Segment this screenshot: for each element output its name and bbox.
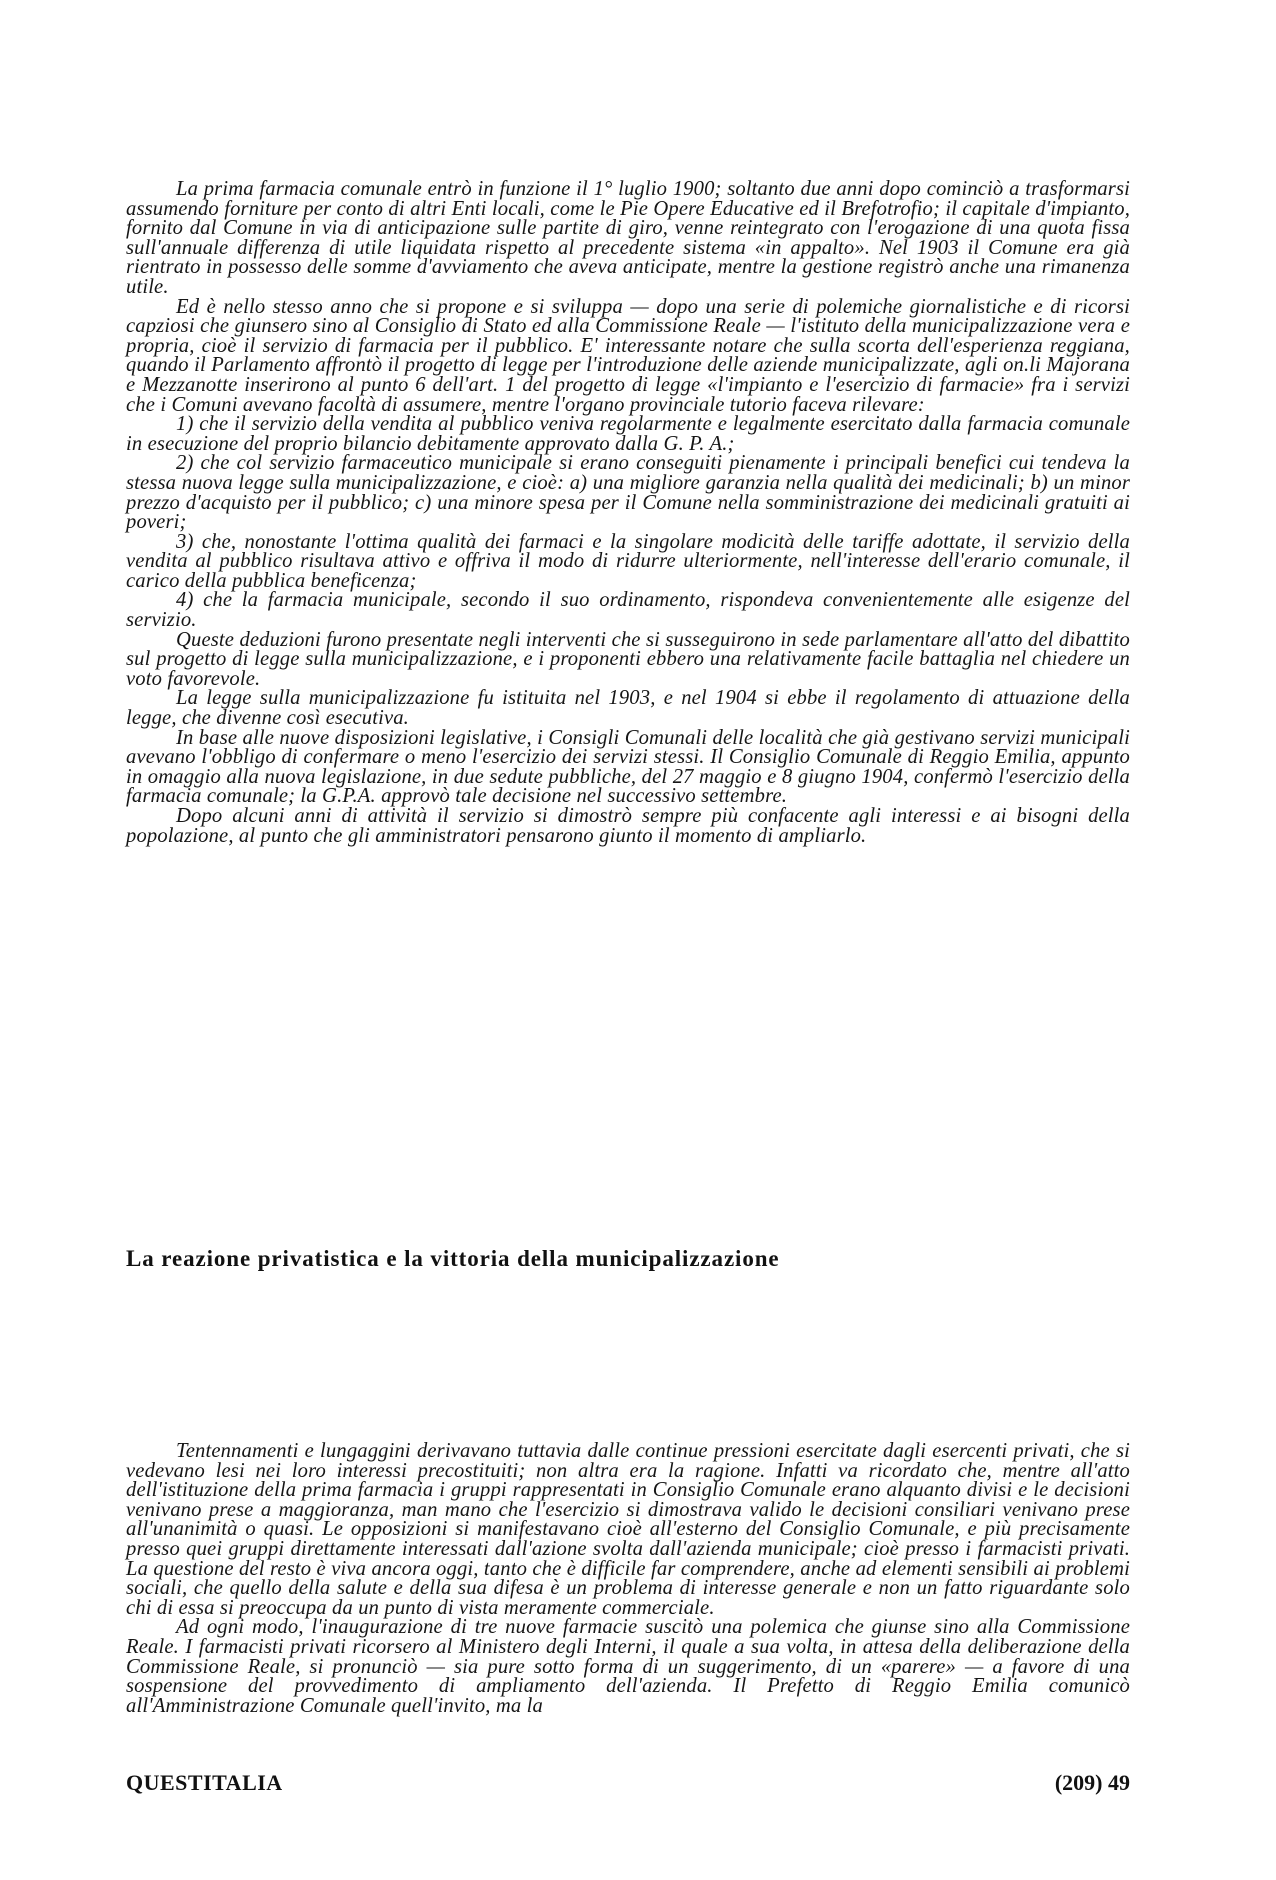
paragraph: In base alle nuove disposizioni legislative, i Consigli Comunali delle località che già gestivano servizi municipali avevano l'obbligo di confermare o meno l'esercizio dei servizi stessi. Il Consiglio Comunale di Reggio Emilia, appunto in omaggio alla nuova legislazione, in due sedute pubbliche, del 27 maggio e 8 giugno 1904, confermò l'esercizio della farmacia comunale; la G.P.A. approvò tale decisione nel successivo settembre. <box>126 726 1130 808</box>
section-heading: La reazione privatistica e la vittoria della municipalizzazione <box>126 1246 780 1271</box>
paragraph: Tentennamenti e lungaggini derivavano tuttavia dalle continue pressioni esercitate dagli esercenti privati, che si vedevano lesi nei loro interessi precostituiti; non altra era la ragione. Infatti va ricordato che, mentre all'atto dell'istituzione della prima farmacia i gruppi rappresentati in Consiglio Comunale erano alquanto divisi e le decisioni venivano prese a maggioranza, man mano che l'esercizio si dimostrava valido le decisioni consiliari venivano prese all'unanimità o quasi. Le opposizioni si manifestavano cioè all'esterno del Consiglio Comunale, e più precisamente presso quei gruppi direttamente interessati dall'azione svolta dall'azienda municipale; cioè presso i farmacisti privati. La questione del resto è viva ancora oggi, tanto che è difficile far comprendere, anche ad elementi sensibili ai problemi sociali, che quello della salute e della sua difesa è un problema di interesse generale e non un fatto riguardante solo chi di essa si preoccupa da un punto di vista meramente commerciale. <box>126 1440 1130 1619</box>
list-item: 2) che col servizio farmaceutico municipale si erano conseguiti pienamente i principali benefici cui tendeva la stessa nuova legge sulla municipalizzazione, e cioè: a) una migliore garanzia nella qualità dei medicinali; b) un minor prezzo d'acquisto per il pubblico; c) una minore spesa per il Comune nella somministrazione dei medicinali gratuiti ai poveri; <box>126 452 1130 534</box>
paragraph: Ad ogni modo, l'inaugurazione di tre nuove farmacie suscitò una polemica che giunse sino alla Commissione Reale. I farmacisti privati ricorsero al Ministero degli Interni, il quale a sua volta, in attesa della deliberazione della Commissione Reale, si pronunciò — sia pure sotto forma di un suggerimento, di un «parere» — a favore di una sospensione del provvedimento di ampliamento dell'azienda. Il Prefetto di Reggio Emilia comunicò all'Amministrazione Comunale quell'invito, ma la <box>126 1616 1130 1717</box>
paragraph: La prima farmacia comunale entrò in funzione il 1° luglio 1900; soltanto due anni dopo cominciò a trasformarsi assumendo forniture per conto di altri Enti locali, come le Pie Opere Educative ed il Brefotrofio; il capitale d'impianto, fornito dal Comune in via di anticipazione sulle partite di giro, venne reintegrato con l'erogazione di una quota fissa sull'annuale differenza di utile liquidata rispetto al precedente sistema «in appalto». Nel 1903 il Comune era già rientrato in possesso delle somme d'avviamento che aveva anticipate, mentre la gestione registrò anche una rimanenza utile. <box>126 178 1130 298</box>
list-item: 4) che la farmacia municipale, secondo il suo ordinamento, rispondeva convenientemente alle esigenze del servizio. <box>126 589 1130 632</box>
paragraph: Queste deduzioni furono presentate negli interventi che si susseguirono in sede parlamentare all'atto del dibattito sul progetto di legge sulla municipalizzazione, e i proponenti ebbero una relativamente facile battaglia nel chiedere un voto favorevole. <box>126 628 1130 690</box>
section-body-2 <box>126 1442 1130 1716</box>
paragraph: La legge sulla municipalizzazione fu istituita nel 1903, e nel 1904 si ebbe il regolamento di attuazione della legge, che divenne così esecutiva. <box>126 687 1130 730</box>
page-number: (209) 49 <box>1054 1770 1130 1795</box>
list-item: 1) che il servizio della vendita al pubblico veniva regolarmente e legalmente esercitato dalla farmacia comunale in esecuzione del proprio bilancio debitamente approvato dalla G. P. A.; <box>126 413 1130 455</box>
list-item: 3) che, nonostante l'ottima qualità dei farmaci e la singolare modicità delle tariffe adottate, il servizio della vendita al pubblico risultava attivo e offriva il modo di ridurre ulteriormente, nell'interesse dell'erario comunale, il carico della pubblica beneficenza; <box>126 530 1130 592</box>
paragraph: Dopo alcuni anni di attività il servizio si dimostrò sempre più confacente agli interessi e ai bisogni della popolazione, al punto che gli amministratori pensarono giunto il momento di ampliarlo. <box>126 805 1130 847</box>
journal-name: QUESTITALIA <box>126 1770 283 1795</box>
section-body-1 <box>126 180 1130 846</box>
paragraph: Ed è nello stesso anno che si propone e si sviluppa — dopo una serie di polemiche giornalistiche e di ricorsi capziosi che giunsero sino al Consiglio di Stato ed alla Commissione Reale — l'istituto della municipalizzazione vera e propria, cioè il servizio di farmacia per il pubblico. E' interessante notare che sulla scorta dell'esperienza reggiana, quando il Parlamento affrontò il progetto di legge per l'introduzione delle aziende municipalizzate, agli on.li Majorana e Mezzanotte inserirono al punto 6 dell'art. 1 del progetto di legge «l'impianto e l'esercizio di farmacie» fra i servizi che i Comuni avevano facoltà di assumere, mentre l'organo provinciale tutorio faceva rilevare: <box>126 295 1130 416</box>
